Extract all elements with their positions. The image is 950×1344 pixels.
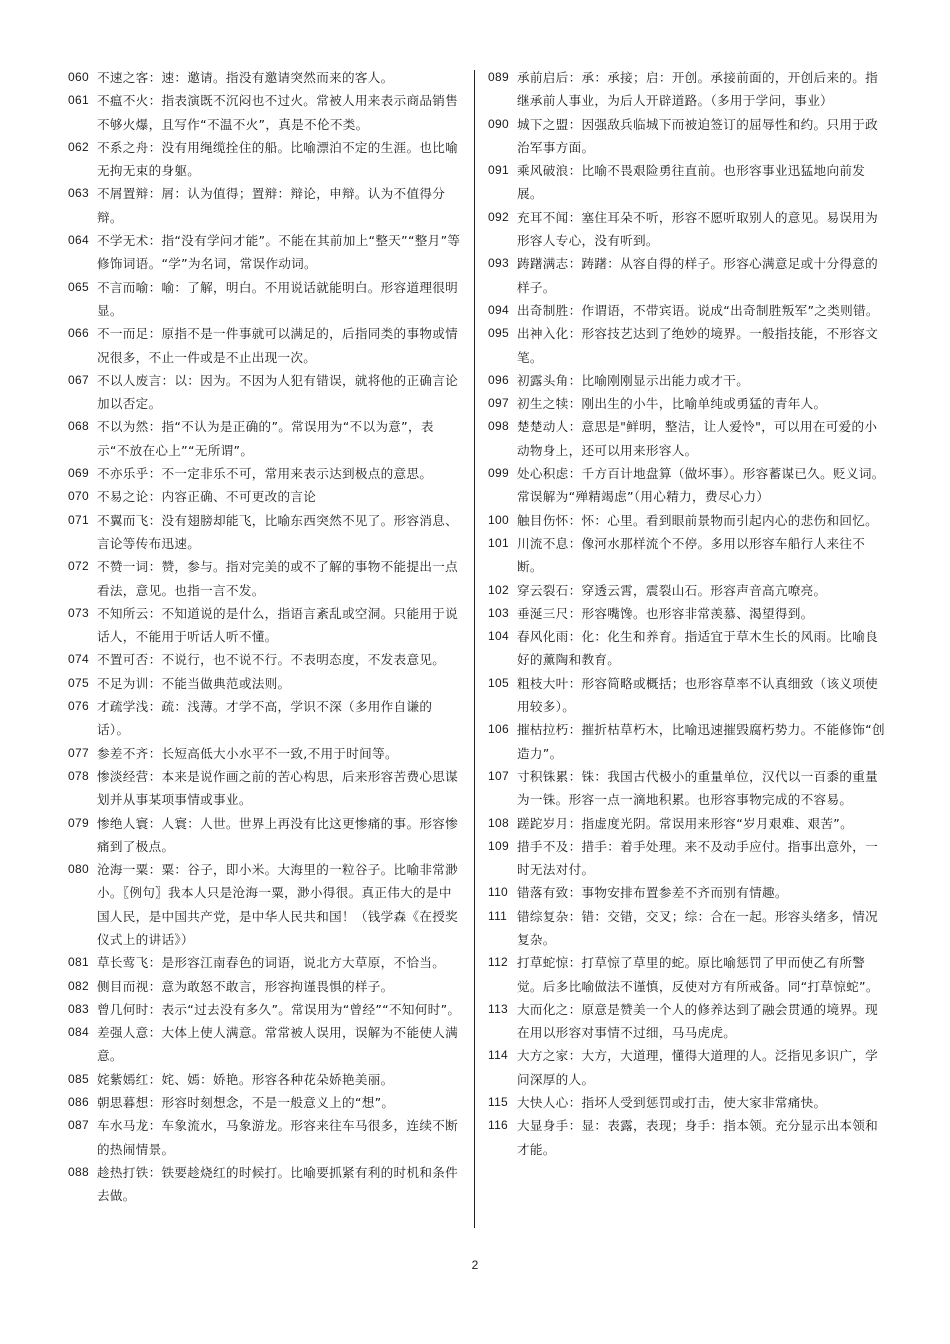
entry-number: 103	[488, 605, 509, 620]
idiom-entry	[488, 765, 888, 812]
entry-text: 寸积铢累：铢：我国古代极小的重量单位，汉代以一百黍的重量为一铢。形容一点一滴地积累。也形容事物完成的不容易。	[517, 768, 879, 808]
entry-number: 078	[68, 768, 89, 783]
idiom-entry	[68, 89, 464, 136]
idiom-entry	[488, 998, 888, 1045]
entry-number: 081	[68, 955, 89, 970]
idiom-entry	[488, 812, 888, 835]
entry-text: 大显身手：显：表露，表现；身手：指本领。充分显示出本领和才能。	[517, 1118, 879, 1157]
idiom-entry	[68, 462, 464, 485]
entry-text: 粗枝大叶：形容简略或概括；也形容草率不认真细致（该义项使用较多）。	[517, 675, 879, 715]
idiom-entry	[68, 1068, 464, 1091]
entry-text: 惨淡经营：本来是说作画之前的苦心构思，后来形容苦费心思谋划并从事某项事情或事业。	[97, 768, 459, 808]
entry-text: 草长莺飞：是形容江南春色的词语，说北方大草原，不恰当。	[97, 955, 446, 971]
idiom-entry	[488, 369, 888, 392]
idiom-entry	[68, 322, 464, 369]
entry-number: 067	[68, 372, 89, 387]
idiom-entry	[68, 812, 464, 859]
entry-text: 不知所云：不知道说的是什么，指语言紊乱或空洞。只能用于说话人，不能用于听话人听不懂。	[97, 605, 459, 645]
entry-number: 115	[488, 1095, 509, 1110]
page-number: 2	[471, 1258, 479, 1272]
entry-number: 070	[68, 489, 89, 504]
entry-number: 108	[488, 815, 509, 830]
entry-number: 101	[488, 535, 509, 550]
idiom-entry	[488, 462, 888, 509]
idiom-entry	[68, 1091, 464, 1114]
entry-text: 出神入化：形容技艺达到了绝妙的境界。一般指技能，不形容文笔。	[517, 326, 879, 365]
entry-text: 摧枯拉朽：摧折枯草朽木，比喻迅速摧毁腐朽势力。不能修饰“创造力”。	[517, 722, 885, 761]
idiom-entry	[488, 66, 888, 113]
right-column	[488, 66, 888, 1161]
entry-text: 垂涎三尺：形容嘴馋。也形容非常羡慕、渴望得到。	[517, 605, 814, 621]
entry-text: 不言而喻：喻：了解，明白。不用说话就能明白。形容道理很明显。	[97, 279, 459, 318]
idiom-entry	[68, 66, 464, 89]
entry-text: 不足为训：不能当做典范或法则。	[97, 675, 291, 691]
idiom-entry	[68, 509, 464, 556]
idiom-entry	[68, 229, 464, 276]
idiom-entry	[68, 951, 464, 974]
idiom-entry	[488, 1091, 888, 1114]
idiom-entry	[488, 206, 888, 253]
entry-number: 112	[488, 955, 509, 970]
entry-number: 074	[68, 652, 89, 667]
entry-text: 错落有致：事物安排布置参差不齐而别有情趣。	[517, 885, 788, 901]
entry-number: 084	[68, 1025, 89, 1040]
idiom-entry	[68, 672, 464, 695]
entry-number: 072	[68, 559, 89, 574]
entry-text: 不学无术：指“没有学问才能”。不能在其前加上“整天”“整月”等修饰词语。“学”为名词，常误作动词。	[97, 233, 461, 272]
idiom-entry	[68, 1161, 464, 1208]
entry-number: 066	[68, 326, 89, 341]
entry-number: 089	[488, 70, 509, 84]
entry-number: 076	[68, 699, 89, 714]
entry-number: 105	[488, 675, 509, 690]
entry-text: 朝思暮想：形容时刻想念，不是一般意义上的“想”。	[97, 1095, 395, 1111]
idiom-entry	[488, 905, 888, 952]
idiom-entry	[68, 602, 464, 649]
entry-text: 处心积虑：千方百计地盘算（做坏事）。形容蓄谋已久。贬义词。常误解为“殚精竭虑”（用心精力，费尽心力）	[517, 466, 885, 505]
entry-text: 大而化之：原意是赞美一个人的修养达到了融会贯通的境界。现在用以形容对事情不过细，马马虎虎。	[517, 1001, 879, 1041]
idiom-entry	[68, 858, 464, 951]
idiom-entry	[68, 415, 464, 462]
entry-number: 063	[68, 186, 89, 201]
idiom-entry	[68, 765, 464, 812]
entry-number: 102	[488, 582, 509, 597]
entry-text: 不以人废言：以：因为。不因为人犯有错误，就将他的正确言论加以否定。	[97, 372, 459, 412]
entry-text: 乘风破浪：比喻不畏艰险勇往直前。也形容事业迅猛地向前发展。	[517, 163, 866, 202]
entry-text: 不以为然：指“不认为是正确的”。常误用为“不以为意”，表示“不放在心上”“无所谓”。	[97, 419, 434, 458]
entry-text: 曾几何时：表示“过去没有多久”。常误用为“曾经”“不知何时”。	[97, 1001, 461, 1017]
column-divider	[474, 70, 475, 1228]
idiom-entry	[488, 532, 888, 579]
entry-number: 098	[488, 419, 509, 434]
entry-text: 差强人意：大体上使人满意。常常被人误用，误解为不能使人满意。	[97, 1025, 459, 1064]
entry-number: 104	[488, 629, 509, 644]
idiom-entry	[488, 835, 888, 882]
entry-text: 不瘟不火：指表演既不沉闷也不过火。常被人用来表示商品销售不够火爆，且写作“不温不火”，真是不伦不类。	[97, 93, 459, 132]
idiom-entry	[488, 299, 888, 322]
entry-number: 069	[68, 466, 89, 481]
entry-text: 城下之盟：因强敌兵临城下而被迫签订的屈辱性和约。只用于政治军事方面。	[517, 116, 879, 155]
entry-text: 楚楚动人：意思是"鲜明，整洁，让人爱怜"，可以用在可爱的小动物身上，还可以用来形容人。	[517, 419, 878, 458]
entry-text: 不速之客：速：邀请。指没有邀请突然而来的客人。	[97, 70, 394, 85]
entry-number: 082	[68, 978, 89, 993]
entry-text: 不易之论：内容正确、不可更改的言论	[97, 489, 317, 505]
entry-number: 091	[488, 163, 509, 178]
entry-text: 错综复杂：错：交错，交叉；综：合在一起。形容头绪多，情况复杂。	[517, 908, 879, 947]
entry-text: 穿云裂石：穿透云霄，震裂山石。形容声音高亢嘹亮。	[517, 582, 827, 598]
entry-number: 075	[68, 675, 89, 690]
entry-number: 087	[68, 1118, 89, 1133]
entry-number: 099	[488, 466, 509, 481]
entry-text: 沧海一粟：粟：谷子，即小米。大海里的一粒谷子。比喻非常渺小。〖例句〗我本人只是沧海一粟，渺小得很。真正伟大的是中国人民，是中国共产党，是中华人民共和国！（钱学森《在授奖仪式上的讲话》）	[97, 862, 459, 947]
entry-number: 061	[68, 93, 89, 108]
entry-text: 趁热打铁：铁要趁烧红的时候打。比喻要抓紧有利的时机和条件去做。	[97, 1164, 459, 1204]
idiom-entry	[68, 182, 464, 229]
idiom-entry	[488, 252, 888, 299]
idiom-entry	[488, 625, 888, 672]
idiom-entry	[68, 998, 464, 1021]
entry-text: 初露头角：比喻刚刚显示出能力或才干。	[517, 372, 750, 388]
idiom-entry	[488, 159, 888, 206]
entry-text: 大方之家：大方，大道理，懂得大道理的人。泛指见多识广，学问深厚的人。	[517, 1048, 879, 1087]
entry-number: 096	[488, 372, 509, 387]
entry-number: 110	[488, 885, 509, 900]
entry-number: 093	[488, 256, 509, 271]
entry-text: 大快人心：指坏人受到惩罚或打击，使大家非常痛快。	[517, 1095, 827, 1111]
entry-text: 车水马龙：车象流水，马象游龙。形容来往车马很多，连续不断的热闹情景。	[97, 1118, 459, 1157]
entry-number: 073	[68, 605, 89, 620]
entry-text: 不一而足：原指不是一件事就可以满足的，后指同类的事物或情况很多，不止一件或是不止出现一次。	[97, 326, 459, 365]
idiom-entry	[488, 1044, 888, 1091]
entry-text: 不赞一词：赞，参与。指对完美的或不了解的事物不能提出一点看法，意见。也指一言不发。	[97, 559, 459, 598]
entry-number: 094	[488, 302, 509, 317]
idiom-entry	[488, 951, 888, 998]
entry-number: 100	[488, 512, 509, 527]
idiom-entry	[488, 509, 888, 532]
entry-text: 初生之犊：刚出生的小牛，比喻单纯或勇猛的青年人。	[517, 396, 827, 412]
idiom-entry	[68, 369, 464, 416]
idiom-entry	[488, 322, 888, 369]
entry-text: 不置可否：不说行，也不说不行。不表明态度，不发表意见。	[97, 652, 446, 668]
entry-text: 参差不齐：长短高低大小水平不一致,不用于时间等。	[97, 745, 398, 761]
idiom-entry	[68, 1021, 464, 1068]
entry-text: 踌躇满志：踌躇：从容自得的样子。形容心满意足或十分得意的样子。	[517, 256, 879, 295]
idiom-entry	[488, 718, 888, 765]
idiom-entry	[68, 975, 464, 998]
entry-number: 079	[68, 815, 89, 830]
entry-number: 090	[488, 116, 509, 131]
idiom-entry	[488, 415, 888, 462]
entry-number: 107	[488, 768, 509, 783]
idiom-entry	[68, 136, 464, 183]
idiom-entry	[68, 485, 464, 508]
idiom-entry	[488, 392, 888, 415]
entry-text: 春风化雨：化：化生和养育。指适宜于草木生长的风雨。比喻良好的薰陶和教育。	[517, 629, 879, 668]
entry-number: 062	[68, 139, 89, 154]
entry-text: 不屑置辩：屑：认为值得；置辩：辩论，申辩。认为不值得分辩。	[97, 186, 446, 225]
idiom-entry	[68, 648, 464, 671]
entry-number: 080	[68, 862, 89, 877]
entry-text: 姹紫嫣红：姹、嫣：娇艳。形容各种花朵娇艳美丽。	[97, 1071, 394, 1087]
left-column	[68, 66, 464, 1208]
idiom-entry	[488, 672, 888, 719]
entry-text: 川流不息：像河水那样流个不停。多用以形容车船行人来往不断。	[517, 535, 866, 575]
entry-text: 打草蛇惊：打草惊了草里的蛇。原比喻惩罚了甲而使乙有所警觉。后多比喻做法不谨慎，反使对方有所戒备。同“打草惊蛇”。	[517, 955, 879, 994]
entry-number: 109	[488, 838, 509, 853]
idiom-entry	[68, 276, 464, 323]
idiom-entry	[68, 695, 464, 742]
entry-number: 113	[488, 1001, 509, 1016]
idiom-entry	[488, 602, 888, 625]
entry-number: 064	[68, 233, 89, 248]
entry-number: 085	[68, 1071, 89, 1086]
idiom-entry	[68, 555, 464, 602]
entry-number: 097	[488, 396, 509, 411]
entry-number: 077	[68, 745, 89, 760]
idiom-entry	[488, 113, 888, 160]
entry-text: 侧目而视：意为敢怒不敢言，形容拘谨畏惧的样子。	[97, 978, 394, 994]
entry-number: 111	[488, 908, 508, 923]
entry-text: 蹉跎岁月：指虚度光阴。常误用来形容“岁月艰难、艰苦”。	[517, 815, 853, 831]
entry-text: 才疏学浅：疏：浅薄。才学不高，学识不深（多用作自谦的话）。	[97, 699, 433, 738]
entry-number: 092	[488, 209, 509, 224]
entry-text: 出奇制胜：作谓语，不带宾语。说成“出奇制胜叛军”之类则错。	[517, 302, 879, 318]
entry-number: 068	[68, 419, 89, 434]
idiom-entry	[488, 1114, 888, 1161]
entry-number: 095	[488, 326, 509, 341]
entry-text: 充耳不闻：塞住耳朵不听，形容不愿听取别人的意见。易误用为形容人专心，没有听到。	[517, 209, 879, 249]
entry-number: 060	[68, 70, 89, 84]
entry-number: 106	[488, 722, 509, 737]
idiom-entry	[68, 1114, 464, 1161]
entry-number: 116	[488, 1118, 509, 1133]
entry-number: 088	[68, 1164, 89, 1179]
entry-text: 措手不及：措手：着手处理。来不及动手应付。指事出意外，一时无法对付。	[517, 838, 879, 878]
entry-number: 086	[68, 1095, 89, 1110]
idiom-entry	[488, 881, 888, 904]
entry-text: 触目伤怀：怀：心里。看到眼前景物而引起内心的悲伤和回忆。	[517, 512, 879, 528]
entry-text: 不亦乐乎：不一定非乐不可，常用来表示达到极点的意思。	[97, 466, 433, 482]
entry-number: 065	[68, 279, 89, 294]
entry-text: 承前启后：承：承接；启：开创。承接前面的，开创后来的。指继承前人事业，为后人开辟道路。（多用于学问，事业）	[517, 70, 879, 109]
idiom-entry	[488, 579, 888, 602]
entry-number: 071	[68, 512, 89, 527]
entry-number: 114	[488, 1048, 509, 1063]
entry-text: 不翼而飞：没有翅膀却能飞，比喻东西突然不见了。形容消息、言论等传布迅速。	[97, 512, 459, 551]
entry-text: 不系之舟：没有用绳缆拴住的船。比喻漂泊不定的生涯。也比喻无拘无束的身躯。	[97, 139, 459, 179]
idiom-entry	[68, 742, 464, 765]
entry-text: 惨绝人寰：人寰：人世。世界上再没有比这更惨痛的事。形容惨痛到了极点。	[97, 815, 459, 854]
entry-number: 083	[68, 1001, 89, 1016]
